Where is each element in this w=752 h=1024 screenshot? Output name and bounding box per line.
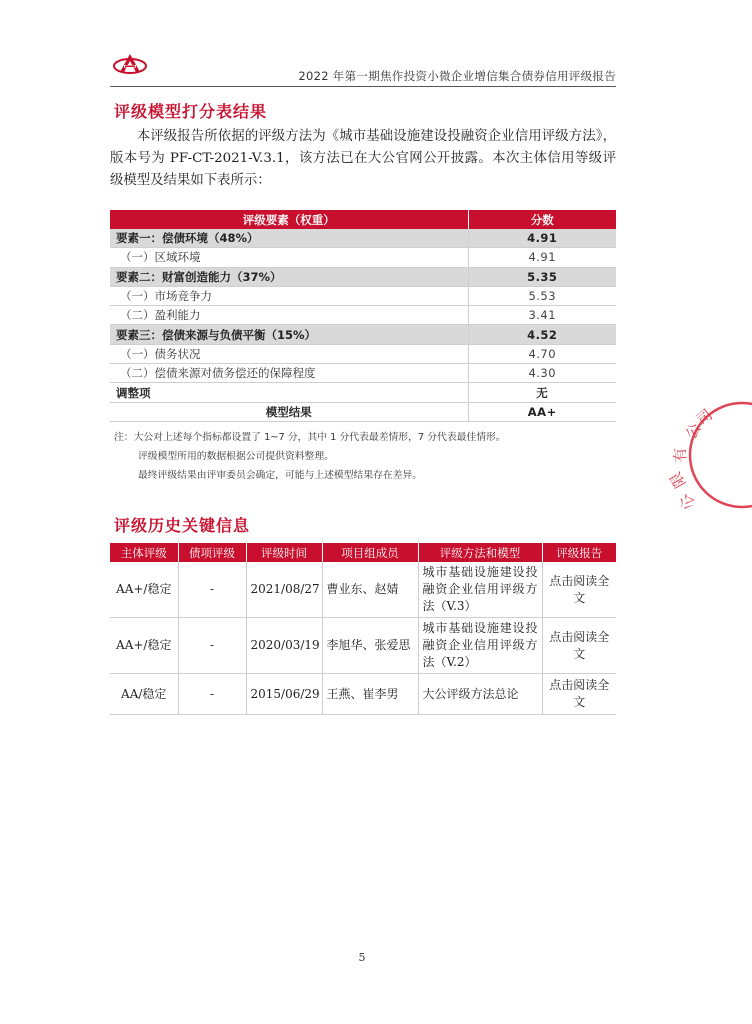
score-table [110, 210, 616, 422]
model-result-label: 模型结果 [110, 402, 468, 421]
intro-paragraph: 本评级报告所依据的评级方法为《城市基础设施建设投融资企业信用评级方法》，版本号为 PF-CT-2021-V.3.1，该方法已在大公官网公开披露。本次主体信用等级评级模型及结果如下表所示： [110, 129, 616, 188]
subfactor-score: 3.41 [468, 306, 616, 325]
read-report-link[interactable]: 点击阅读全文 [542, 562, 616, 618]
score-table-header [110, 210, 616, 229]
table-row [110, 325, 616, 344]
adjustment-label: 调整项 [110, 383, 468, 402]
subfactor-label: （一）市场竞争力 [110, 286, 468, 305]
table-row [110, 248, 616, 267]
subfactor-label: （二）盈利能力 [110, 306, 468, 325]
issue-rating: - [178, 618, 246, 674]
rating-method: 城市基础设施建设投融资企业信用评级方法（V.3） [418, 562, 542, 618]
rating-date: 2020/03/19 [246, 618, 322, 674]
header-entity-rating: 主体评级 [110, 543, 178, 562]
table-row [110, 562, 616, 618]
dagong-logo-icon [112, 52, 148, 76]
table-row [110, 229, 616, 248]
issue-rating: - [178, 562, 246, 618]
factor-score: 4.91 [468, 229, 616, 248]
rating-history-table [110, 543, 616, 715]
header-rating-date: 评级时间 [246, 543, 322, 562]
read-report-link[interactable]: 点击阅读全文 [542, 674, 616, 715]
factor-label: 要素二：财富创造能力（37%） [110, 267, 468, 286]
company-seal-icon [666, 400, 752, 514]
entity-rating: AA+/稳定 [110, 562, 178, 618]
table-row [110, 267, 616, 286]
header-team-members: 项目组成员 [322, 543, 418, 562]
svg-text:有: 有 [670, 446, 690, 464]
header-report: 评级报告 [542, 543, 616, 562]
rating-method: 大公评级方法总论 [418, 674, 542, 715]
subfactor-score: 4.70 [468, 344, 616, 363]
rating-date: 2015/06/29 [246, 674, 322, 715]
page-number: 5 [358, 951, 366, 964]
entity-rating: AA/稳定 [110, 674, 178, 715]
table-row [110, 674, 616, 715]
table-row [110, 402, 616, 421]
read-report-link[interactable]: 点击阅读全文 [542, 618, 616, 674]
subfactor-label: （一）区域环境 [110, 248, 468, 267]
adjustment-score: 无 [468, 383, 616, 402]
team-members: 李旭华、张爱思 [322, 618, 418, 674]
svg-text:限: 限 [666, 468, 690, 491]
svg-text:公: 公 [675, 490, 699, 514]
note-line: 评级模型所用的数据根据公司提供资料整理。 [138, 451, 334, 462]
note-line: 注：大公对上述每个指标都设置了 1~7 分，其中 1 分代表最差情形，7 分代表最佳情形。 [114, 432, 506, 443]
entity-rating: AA+/稳定 [110, 618, 178, 674]
subfactor-score: 4.30 [468, 364, 616, 383]
factor-score: 4.52 [468, 325, 616, 344]
subfactor-label: （二）偿债来源对债务偿还的保障程度 [110, 364, 468, 383]
table-row [110, 383, 616, 402]
table-row [110, 364, 616, 383]
factor-score: 5.35 [468, 267, 616, 286]
header-rule [110, 86, 616, 87]
history-table-header [110, 543, 616, 562]
table-row [110, 344, 616, 363]
rating-date: 2021/08/27 [246, 562, 322, 618]
model-section-heading: 评级模型打分表结果 [114, 102, 268, 121]
rating-method: 城市基础设施建设投融资企业信用评级方法（V.2） [418, 618, 542, 674]
header-issue-rating: 债项评级 [178, 543, 246, 562]
svg-text:司: 司 [693, 405, 717, 430]
table-row [110, 618, 616, 674]
table-row [110, 306, 616, 325]
subfactor-score: 5.53 [468, 286, 616, 305]
factor-label: 要素一：偿债环境（48%） [110, 229, 468, 248]
history-section-heading: 评级历史关键信息 [114, 516, 251, 535]
subfactor-score: 4.91 [468, 248, 616, 267]
team-members: 王燕、崔李男 [322, 674, 418, 715]
header-title: 2022 年第一期焦作投资小微企业增信集合债券信用评级报告 [298, 69, 616, 83]
factor-label: 要素三：偿债来源与负债平衡（15%） [110, 325, 468, 344]
header-score: 分数 [468, 210, 616, 229]
table-notes [114, 428, 624, 485]
issue-rating: - [178, 674, 246, 715]
header-factor: 评级要素（权重） [110, 210, 468, 229]
team-members: 曹业东、赵婧 [322, 562, 418, 618]
subfactor-label: （一）债务状况 [110, 344, 468, 363]
model-result-score: AA+ [468, 402, 616, 421]
table-row [110, 286, 616, 305]
header-method-model: 评级方法和模型 [418, 543, 542, 562]
svg-text:公: 公 [681, 419, 705, 442]
note-line: 最终评级结果由评审委员会确定，可能与上述模型结果存在差异。 [138, 470, 423, 481]
